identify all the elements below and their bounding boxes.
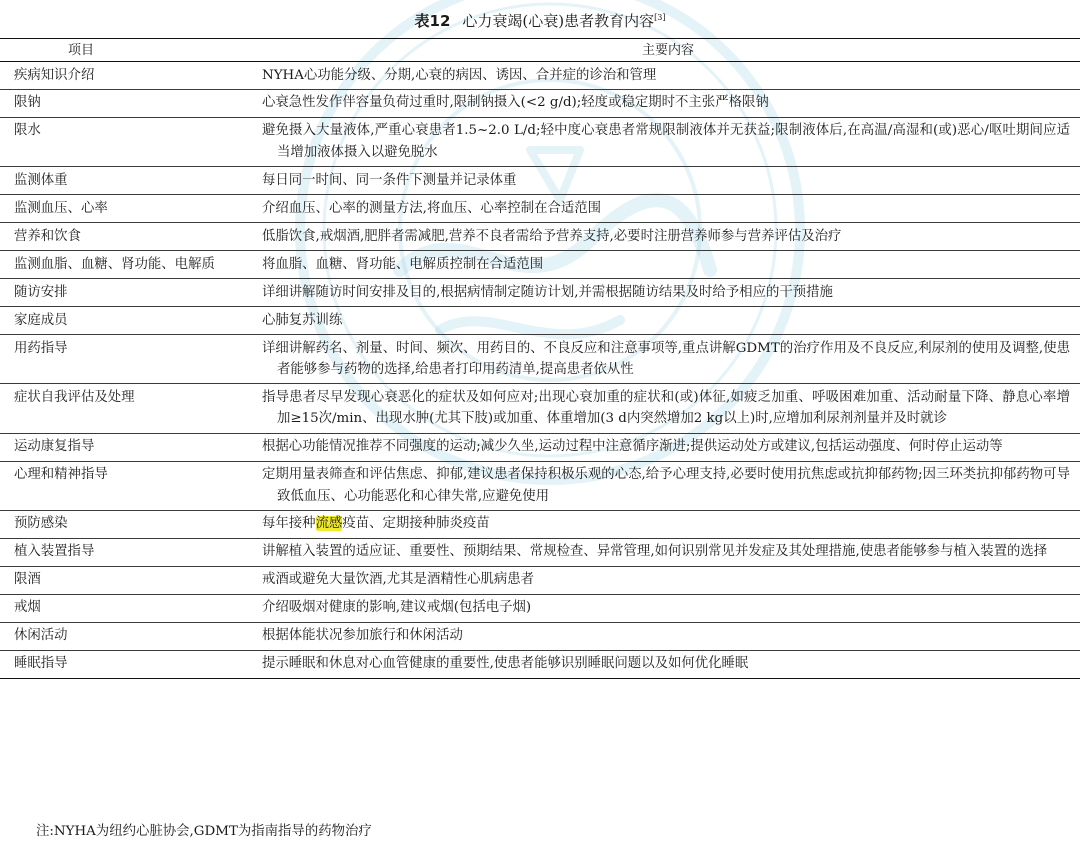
table-header-row (0, 39, 1080, 62)
table-row (0, 594, 1080, 622)
table-row (0, 89, 1080, 117)
row-item: 植入装置指导 (0, 538, 262, 566)
row-content (262, 513, 1070, 534)
row-content: NYHA心功能分级、分期,心衰的病因、诱因、合并症的诊治和管理 (262, 67, 657, 83)
header-content: 主要内容 (262, 39, 1080, 62)
row-item: 预防感染 (0, 510, 262, 538)
table-row (0, 538, 1080, 566)
table-row (0, 335, 1080, 384)
table-row (0, 251, 1080, 279)
table-row (0, 566, 1080, 594)
row-item: 限水 (0, 117, 262, 166)
row-item: 用药指导 (0, 335, 262, 384)
header-item: 项目 (0, 39, 262, 62)
education-table (0, 38, 1080, 679)
table-row (0, 650, 1080, 678)
row-item: 监测血压、心率 (0, 195, 262, 223)
row-content: 介绍吸烟对健康的影响,建议戒烟(包括电子烟) (262, 600, 532, 616)
row-content: 将血脂、血糖、肾功能、电解质控制在合适范围 (262, 256, 544, 272)
row-item: 戒烟 (0, 594, 262, 622)
row-content: 定期用量表筛查和评估焦虑、抑郁,建议患者保持积极乐观的心态,给予心理支持,必要时使用抗焦虑或抗抑郁药物;因三环类抗抑郁药物可导致低血压、心功能恶化和心律失常,应避免使用 (262, 467, 1070, 504)
row-item: 随访安排 (0, 279, 262, 307)
row-item: 监测体重 (0, 167, 262, 195)
row-content: 戒酒或避免大量饮酒,尤其是酒精性心肌病患者 (262, 572, 535, 588)
table-title: 心力衰竭(心衰)患者教育内容 (462, 12, 655, 30)
table-row (0, 223, 1080, 251)
table-caption (0, 6, 1080, 33)
row-item: 疾病知识介绍 (0, 62, 262, 90)
table-row (0, 279, 1080, 307)
row-item: 症状自我评估及处理 (0, 384, 262, 433)
row-content: 指导患者尽早发现心衰恶化的症状及如何应对;出现心衰加重的症状和(或)体征,如疲乏加重、呼吸困难加重、活动耐量下降、静息心率增加≥15次/min、出现水肿(尤其下肢)或加重、体重增加(3 d内突然增加2 kg以上)时,应增加利尿剂剂量并及时就诊 (262, 389, 1070, 427)
table-row (0, 167, 1080, 195)
row-content: 心衰急性发作伴容量负荷过重时,限制钠摄入(<2 g/d);轻度或稳定期时不主张严格限钠 (262, 95, 769, 111)
row-item: 休闲活动 (0, 622, 262, 650)
row-content: 提示睡眠和休息对心血管健康的重要性,使患者能够识别睡眠问题以及如何优化睡眠 (262, 656, 749, 672)
row-content: 根据体能状况参加旅行和休闲活动 (262, 628, 463, 644)
row-content: 介绍血压、心率的测量方法,将血压、心率控制在合适范围 (262, 200, 602, 216)
table-row (0, 384, 1080, 433)
table-footnote: 注:NYHA为纽约心脏协会,GDMT为指南指导的药物治疗 (36, 824, 372, 839)
table-row (0, 117, 1080, 166)
row-item: 限钠 (0, 89, 262, 117)
table-row (0, 461, 1080, 510)
content-text: 每年接种 (262, 516, 316, 532)
row-content: 每日同一时间、同一条件下测量并记录体重 (262, 172, 517, 188)
table-number: 表12 (414, 12, 451, 30)
row-content: 讲解植入装置的适应证、重要性、预期结果、常规检查、异常管理,如何识别常见并发症及其处理措施,使患者能够参与植入装置的选择 (262, 544, 1048, 560)
table-row (0, 62, 1080, 90)
row-content: 详细讲解随访时间安排及目的,根据病情制定随访计划,并需根据随访结果及时给予相应的干预措施 (262, 284, 833, 300)
row-item: 限酒 (0, 566, 262, 594)
row-content: 心肺复苏训练 (262, 312, 343, 328)
row-content: 避免摄入大量液体,严重心衰患者1.5~2.0 L/d;轻中度心衰患者常规限制液体并无获益;限制液体后,在高温/高湿和(或)恶心/呕吐期间应适当增加液体摄入以避免脱水 (262, 123, 1070, 160)
highlighted-text[interactable]: 流感 (315, 516, 343, 532)
row-content: 根据心功能情况推荐不同强度的运动;减少久坐,运动过程中注意循序渐进;提供运动处方或建议,包括运动强度、何时停止运动等 (262, 439, 1003, 455)
table-row (0, 433, 1080, 461)
table-row (0, 195, 1080, 223)
table-row (0, 307, 1080, 335)
row-item: 睡眠指导 (0, 650, 262, 678)
row-item: 监测血脂、血糖、肾功能、电解质 (0, 251, 262, 279)
table-row (0, 510, 1080, 538)
table-row (0, 622, 1080, 650)
row-item: 心理和精神指导 (0, 461, 262, 510)
row-content: 详细讲解药名、剂量、时间、频次、用药目的、不良反应和注意事项等,重点讲解GDMT的治疗作用及不良反应,利尿剂的使用及调整,使患者能够参与药物的选择,给患者打印用药清单,提高患者依从性 (262, 340, 1070, 377)
row-content: 低脂饮食,戒烟酒,肥胖者需减肥,营养不良者需给予营养支持,必要时注册营养师参与营养评估及治疗 (262, 228, 842, 244)
row-item: 营养和饮食 (0, 223, 262, 251)
row-item: 家庭成员 (0, 307, 262, 335)
content-text: 疫苗、定期接种肺炎疫苗 (342, 516, 490, 532)
row-item: 运动康复指导 (0, 433, 262, 461)
table-reference: [3] (654, 13, 666, 22)
